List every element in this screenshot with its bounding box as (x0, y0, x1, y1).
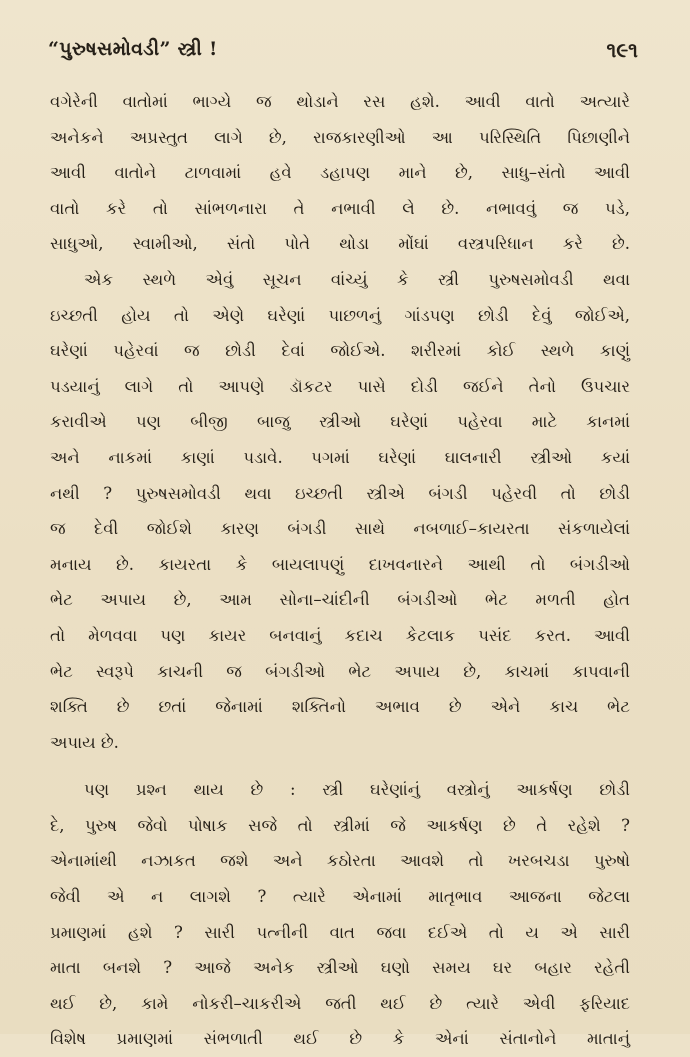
text-line: દે, પુરુષ જેવો પોષાક સજે તો સ્ત્રીમાં જે આકર્ષણ છે તે રહેશે ? (50, 815, 630, 835)
text-line: વિશેષ પ્રમાણમાં સંભળાતી થઈ છે કે એનાં સંતાનોને માતાનું (50, 1029, 630, 1049)
text-line: થઈ છે, કામે નોકરી–ચાકરીએ જતી થઈ છે ત્યારે એવી ફરિયાદ (50, 993, 630, 1013)
text-line: કરાવીએ પણ બીજી બાજુ સ્ત્રીઓ ઘરેણાં પહેરવા માટે કાનમાં (50, 412, 630, 432)
paragraph (50, 262, 630, 760)
text-line: એક સ્થળે એવું સૂચન વાંચ્યું કે સ્ત્રી પુરુષસમોવડી થવા (84, 269, 630, 289)
text-line: આવી વાતોને ટાળવામાં હવે ડહાપણ માને છે, સાધુ–સંતો આવી (50, 163, 630, 183)
running-head-title: “પુરુષસમોવડી” સ્ત્રી ! (48, 38, 218, 60)
text-line: વગેરેની વાતોમાં ભાગ્યે જ થોડાને રસ હશે. આવી વાતો અત્યારે (50, 92, 630, 111)
text-line: સાધુઓ, સ્વામીઓ, સંતો પોતે થોડા મોંઘાં વસ્ત્રપરિધાન કરે છે. (50, 234, 630, 254)
text-line: અપાય છે. (50, 732, 119, 752)
text-line: ભેટ અપાય છે, આમ સોના–ચાંદીની બંગડીઓ ભેટ મળતી હોત (50, 590, 630, 610)
text-line: અને નાકમાં કાણાં પડાવે. પગમાં ઘરેણાં ઘાલનારી સ્ત્રીઓ કયાં (50, 447, 630, 467)
text-line: વાતો કરે તો સાંભળનારા તે નભાવી લે છે. નભાવવું જ પડે, (50, 198, 630, 218)
text-line: પણ પ્રશ્ન થાય છે : સ્ત્રી ઘરેણાંનું વસ્ત્રોનું આકર્ષણ છોડી (84, 780, 630, 800)
text-line: માતા બનશે ? આજે અનેક સ્ત્રીઓ ઘણો સમય ઘર બહાર રહેતી (50, 958, 630, 978)
paragraph (50, 84, 630, 262)
text-line: ઇચ્છતી હોય તો એણે ઘરેણાં પાછળનું ગાંડપણ છોડી દેવું જોઈએ, (50, 305, 630, 325)
text-line: પડયાનું લાગે તો આપણે ડૉકટર પાસે દોડી જઈને તેનો ઉપચાર (50, 376, 630, 396)
page-number: ૧૯૧ (606, 38, 638, 62)
text-line: અનેકને અપ્રસ્તુત લાગે છે, રાજકારણીઓ આ પરિસ્થિતિ પિછાણીને (50, 127, 630, 147)
text-line: ભેટ સ્વરૂપે કાચની જ બંગડીઓ ભેટ અપાય છે, કાચમાં કાપવાની (50, 661, 630, 681)
text-line: જેવી એ ન લાગશે ? ત્યારે એનામાં માતૃભાવ આજના જેટલા (50, 887, 630, 907)
text-line: શક્તિ છે છતાં જેનામાં શક્તિનો અભાવ છે એને કાચ ભેટ (50, 697, 630, 717)
text-line: તો મેળવવા પણ કાયર બનવાનું કદાચ કેટલાક પસંદ કરત. આવી (50, 625, 630, 645)
text-line: એનામાંથી નઝાકત જશે અને કઠોરતા આવશે તો ખરબચડા પુરુષો (50, 851, 630, 871)
body-text (50, 84, 630, 1057)
paragraph (50, 772, 630, 1057)
text-line: નથી ? પુરુષસમોવડી થવા ઇચ્છતી સ્ત્રીએ બંગડી પહેરવી તો છોડી (50, 483, 630, 503)
text-line: મનાય છે. કાયરતા કે બાયલાપણું દાખવનારને આથી તો બંગડીઓ (50, 554, 630, 574)
text-line: ઘરેણાં પહેરવાં જ છોડી દેવાં જોઈએ. શરીરમાં કોઈ સ્થળે કાણું (50, 341, 630, 361)
text-line: પ્રમાણમાં હશે ? સારી પત્નીની વાત જવા દઈએ તો ય એ સારી (50, 922, 630, 942)
text-line: જ દેવી જોઈશે કારણ બંગડી સાથે નબળાઈ–કાયરતા સંકળાયેલાં (50, 519, 630, 539)
